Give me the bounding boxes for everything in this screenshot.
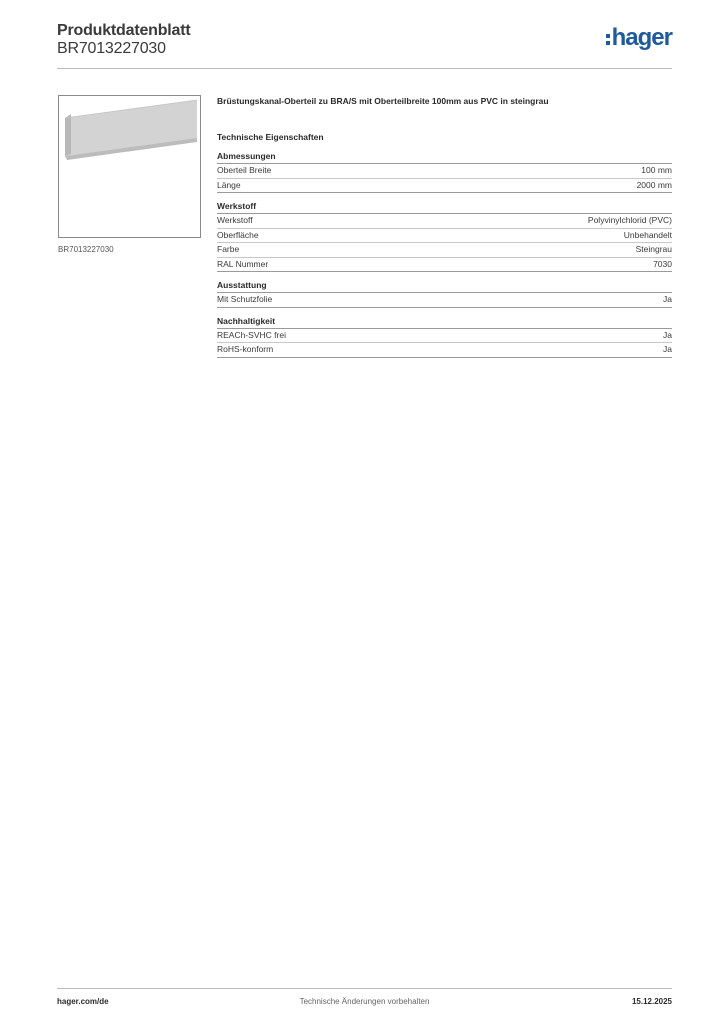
- group-werkstoff: [217, 201, 672, 272]
- row-label: RoHS-konform: [217, 344, 274, 354]
- row-label: Oberteil Breite: [217, 165, 272, 175]
- row-value: 100 mm: [641, 165, 672, 175]
- row-value: Steingrau: [635, 244, 672, 254]
- row-label: Werkstoff: [217, 215, 253, 225]
- page-footer: [57, 988, 672, 1006]
- footer-website-link[interactable]: hager.com/de: [57, 997, 109, 1006]
- group-title: Abmessungen: [217, 151, 672, 164]
- section-title: Technische Eigenschaften: [217, 132, 324, 142]
- table-row: [217, 329, 672, 344]
- row-value: Unbehandelt: [623, 229, 672, 240]
- footer-note: Technische Änderungen vorbehalten: [299, 997, 430, 1006]
- row-label: Oberfläche: [217, 229, 259, 240]
- document-number: BR7013227030: [57, 40, 166, 57]
- row-label: Mit Schutzfolie: [217, 294, 273, 304]
- table-row: [217, 293, 672, 308]
- row-label: RAL Nummer: [217, 258, 269, 269]
- row-value: Ja: [663, 329, 672, 340]
- row-value: Polyvinylchlorid (PVC): [587, 215, 672, 225]
- table-row: [217, 258, 672, 273]
- row-value: 7030: [653, 258, 672, 269]
- product-headline: Brüstungskanal-Oberteil zu BRA/S mit Oberteilbreite 100mm aus PVC in steingrau: [217, 96, 549, 106]
- document-title: Produktdatenblatt: [57, 22, 191, 39]
- product-image: [58, 95, 201, 238]
- group-title: Nachhaltigkeit: [217, 316, 672, 329]
- table-row: [217, 179, 672, 194]
- group-nachhaltigkeit: [217, 316, 672, 358]
- page-header: [57, 20, 672, 69]
- group-title: Werkstoff: [217, 201, 672, 214]
- group-abmessungen: [217, 151, 672, 193]
- table-row: [217, 229, 672, 244]
- image-caption: BR7013227030: [58, 245, 114, 254]
- logo-dots-icon: [606, 34, 610, 45]
- hager-logo: [606, 26, 672, 50]
- row-label: Farbe: [217, 244, 240, 254]
- logo-text: hager: [611, 24, 672, 51]
- group-ausstattung: [217, 280, 672, 308]
- table-row: [217, 164, 672, 179]
- table-row: [217, 343, 672, 358]
- row-label: REACh-SVHC frei: [217, 329, 286, 340]
- product-details: [217, 95, 672, 358]
- footer-date: 15.12.2025: [631, 997, 672, 1006]
- group-title: Ausstattung: [217, 280, 672, 293]
- row-label: Länge: [217, 179, 241, 190]
- row-value: Ja: [663, 294, 672, 304]
- row-value: 2000 mm: [636, 179, 672, 190]
- table-row: [217, 214, 672, 229]
- cable-duct-cover-icon: [59, 96, 200, 237]
- row-value: Ja: [663, 344, 672, 354]
- table-row: [217, 243, 672, 258]
